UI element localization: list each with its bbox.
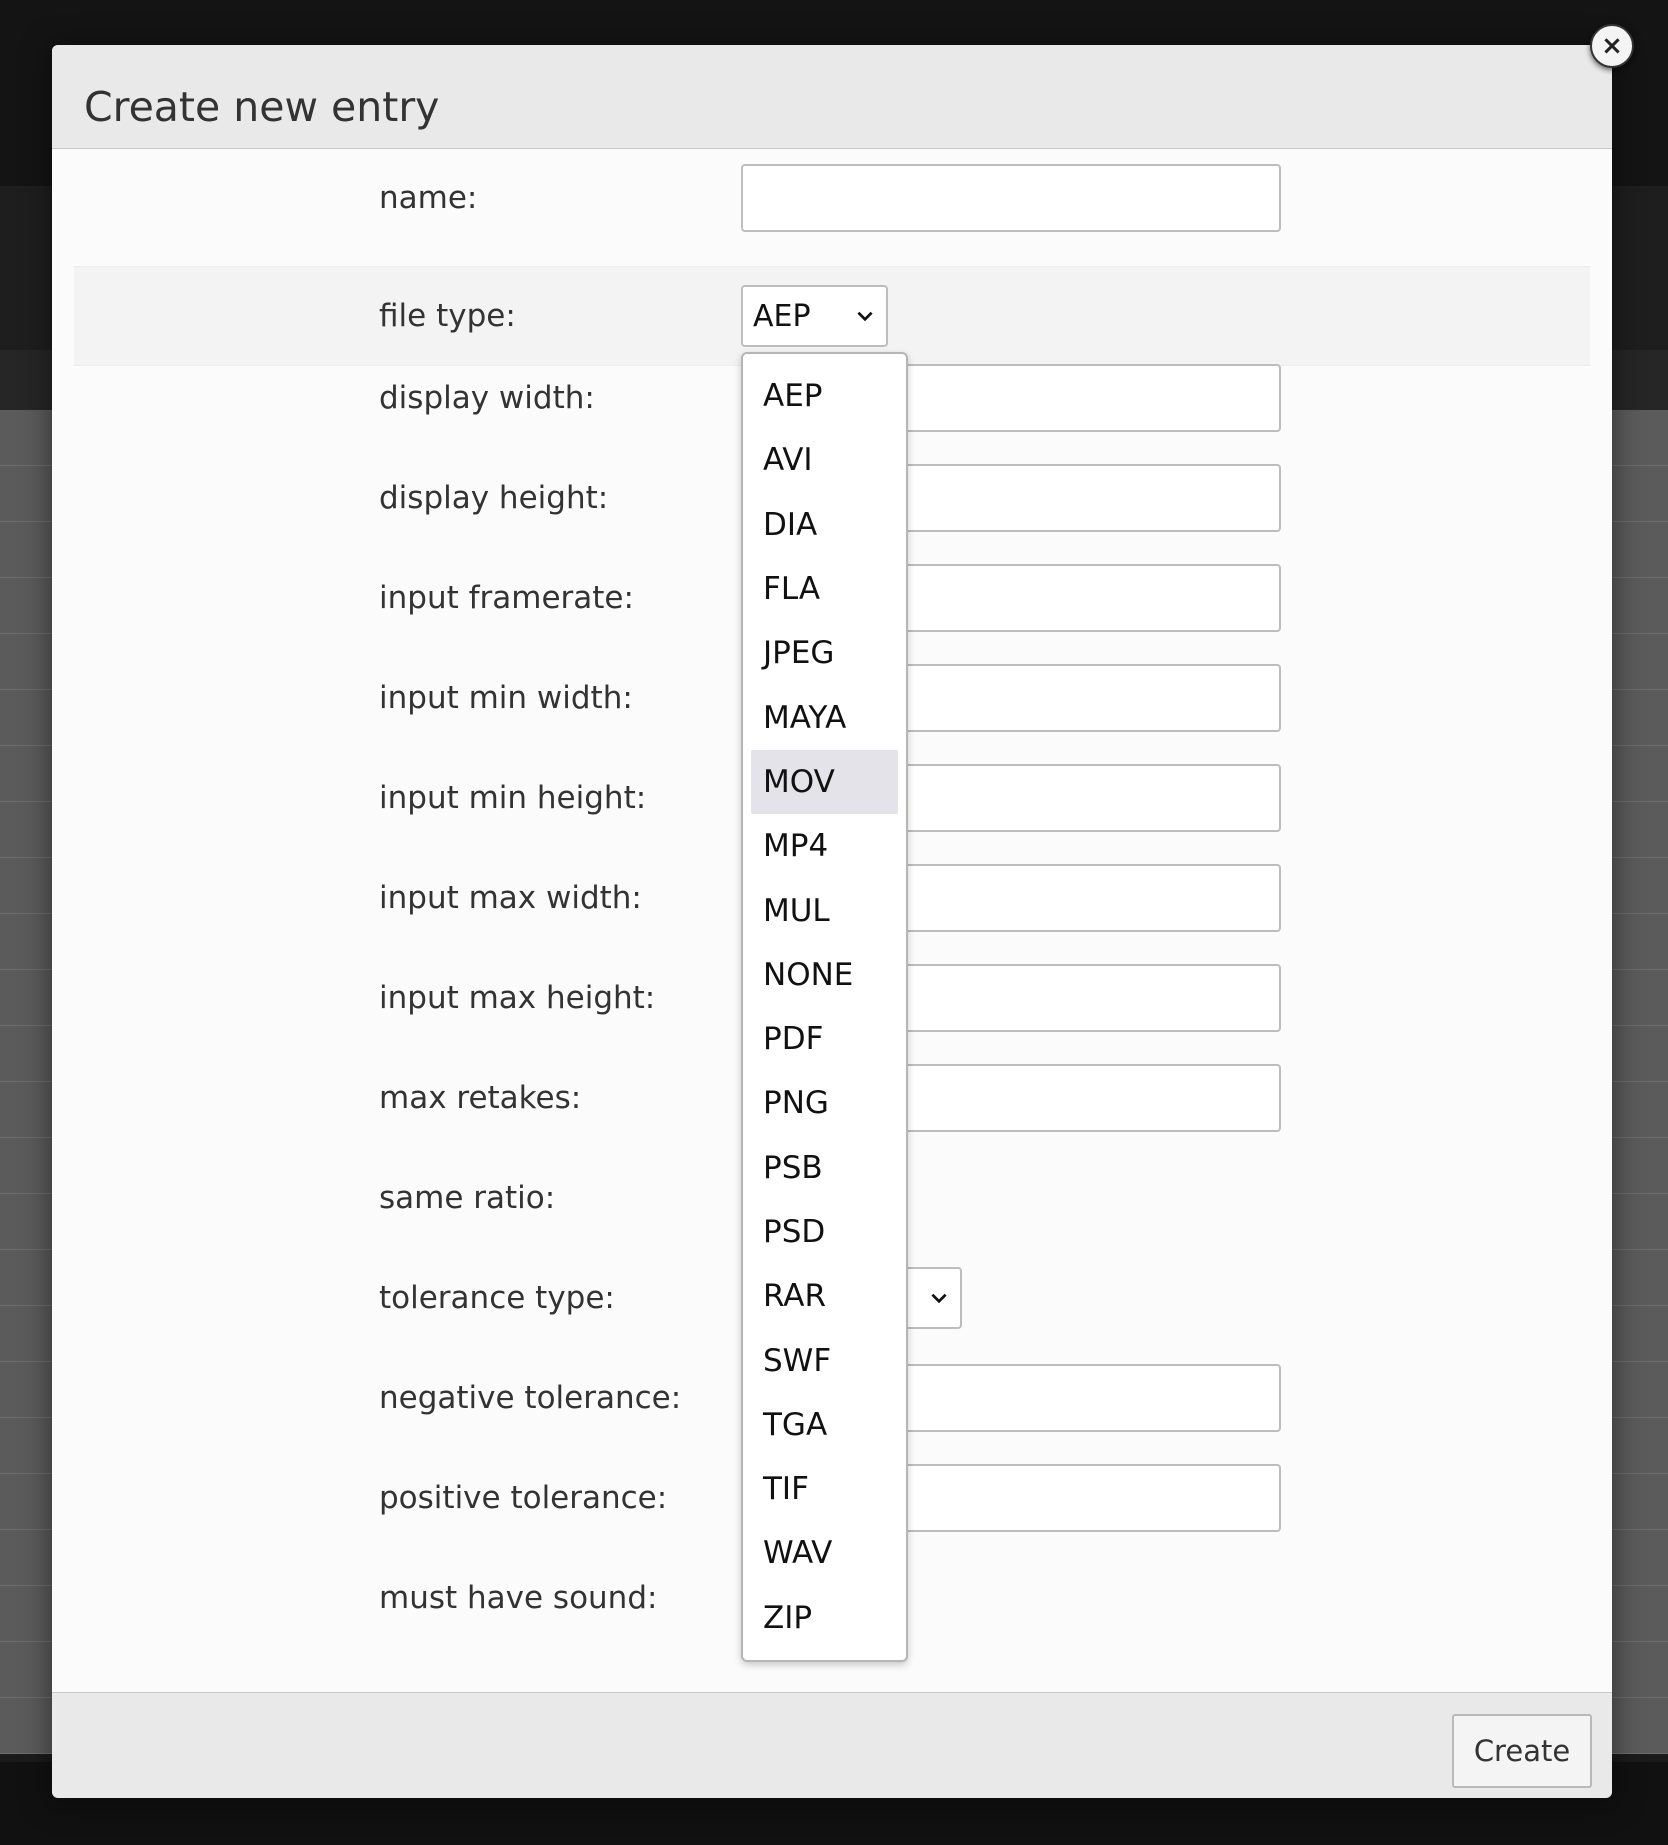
file-type-option-hovered[interactable]: MOV — [751, 750, 898, 814]
display-width-label: display width: — [379, 380, 595, 416]
file-type-option[interactable]: PSB — [763, 1149, 823, 1186]
must-have-sound-label: must have sound: — [379, 1580, 658, 1616]
file-type-option[interactable]: AVI — [763, 442, 813, 479]
modal-header — [52, 45, 1612, 149]
modal-footer — [52, 1692, 1612, 1798]
max-retakes-label: max retakes: — [379, 1080, 582, 1116]
input-max-height-label: input max height: — [379, 980, 656, 1016]
file-type-option[interactable]: JPEG — [763, 635, 835, 672]
positive-tolerance-label: positive tolerance: — [379, 1480, 668, 1516]
file-type-option[interactable]: TGA — [763, 1406, 828, 1443]
file-type-option[interactable]: FLA — [763, 571, 821, 608]
file-type-dropdown-list — [741, 352, 908, 1662]
chevron-down-icon — [854, 305, 876, 327]
file-type-option[interactable]: PNG — [763, 1085, 829, 1122]
file-type-option[interactable]: TIF — [763, 1471, 809, 1508]
file-type-option[interactable]: NONE — [763, 956, 854, 993]
file-type-value: AEP — [753, 298, 811, 334]
modal-title: Create new entry — [84, 83, 440, 131]
input-max-width-label: input max width: — [379, 880, 642, 916]
file-type-option[interactable]: PSD — [763, 1214, 826, 1250]
input-min-height-label: input min height: — [379, 780, 647, 816]
file-type-option[interactable]: PDF — [763, 1021, 824, 1058]
tolerance-type-label: tolerance type: — [379, 1280, 615, 1316]
display-height-label: display height: — [379, 480, 609, 516]
input-framerate-label: input framerate: — [379, 580, 634, 616]
input-min-width-label: input min width: — [379, 680, 633, 716]
file-type-option[interactable]: DIA — [763, 506, 818, 543]
name-label: name: — [379, 180, 478, 216]
file-type-option[interactable]: RAR — [763, 1278, 827, 1315]
file-type-option[interactable]: MUL — [763, 892, 830, 929]
file-type-option[interactable]: WAV — [763, 1535, 833, 1572]
file-type-option[interactable]: MAYA — [763, 699, 847, 736]
chevron-down-icon — [928, 1287, 950, 1309]
close-button[interactable] — [1590, 24, 1634, 68]
close-icon: × — [1601, 31, 1623, 61]
name-input[interactable] — [741, 164, 1281, 232]
file-type-option[interactable]: MP4 — [763, 828, 829, 865]
file-type-option[interactable]: AEP — [763, 378, 823, 415]
same-ratio-label: same ratio: — [379, 1180, 556, 1216]
row-name — [74, 148, 1590, 248]
file-type-label: file type: — [379, 298, 516, 334]
file-type-select[interactable] — [741, 285, 888, 347]
file-type-option[interactable]: ZIP — [763, 1599, 813, 1636]
negative-tolerance-label: negative tolerance: — [379, 1380, 682, 1416]
create-button[interactable]: Create — [1452, 1714, 1592, 1788]
file-type-option[interactable]: SWF — [763, 1342, 832, 1379]
create-entry-modal — [52, 45, 1612, 1797]
